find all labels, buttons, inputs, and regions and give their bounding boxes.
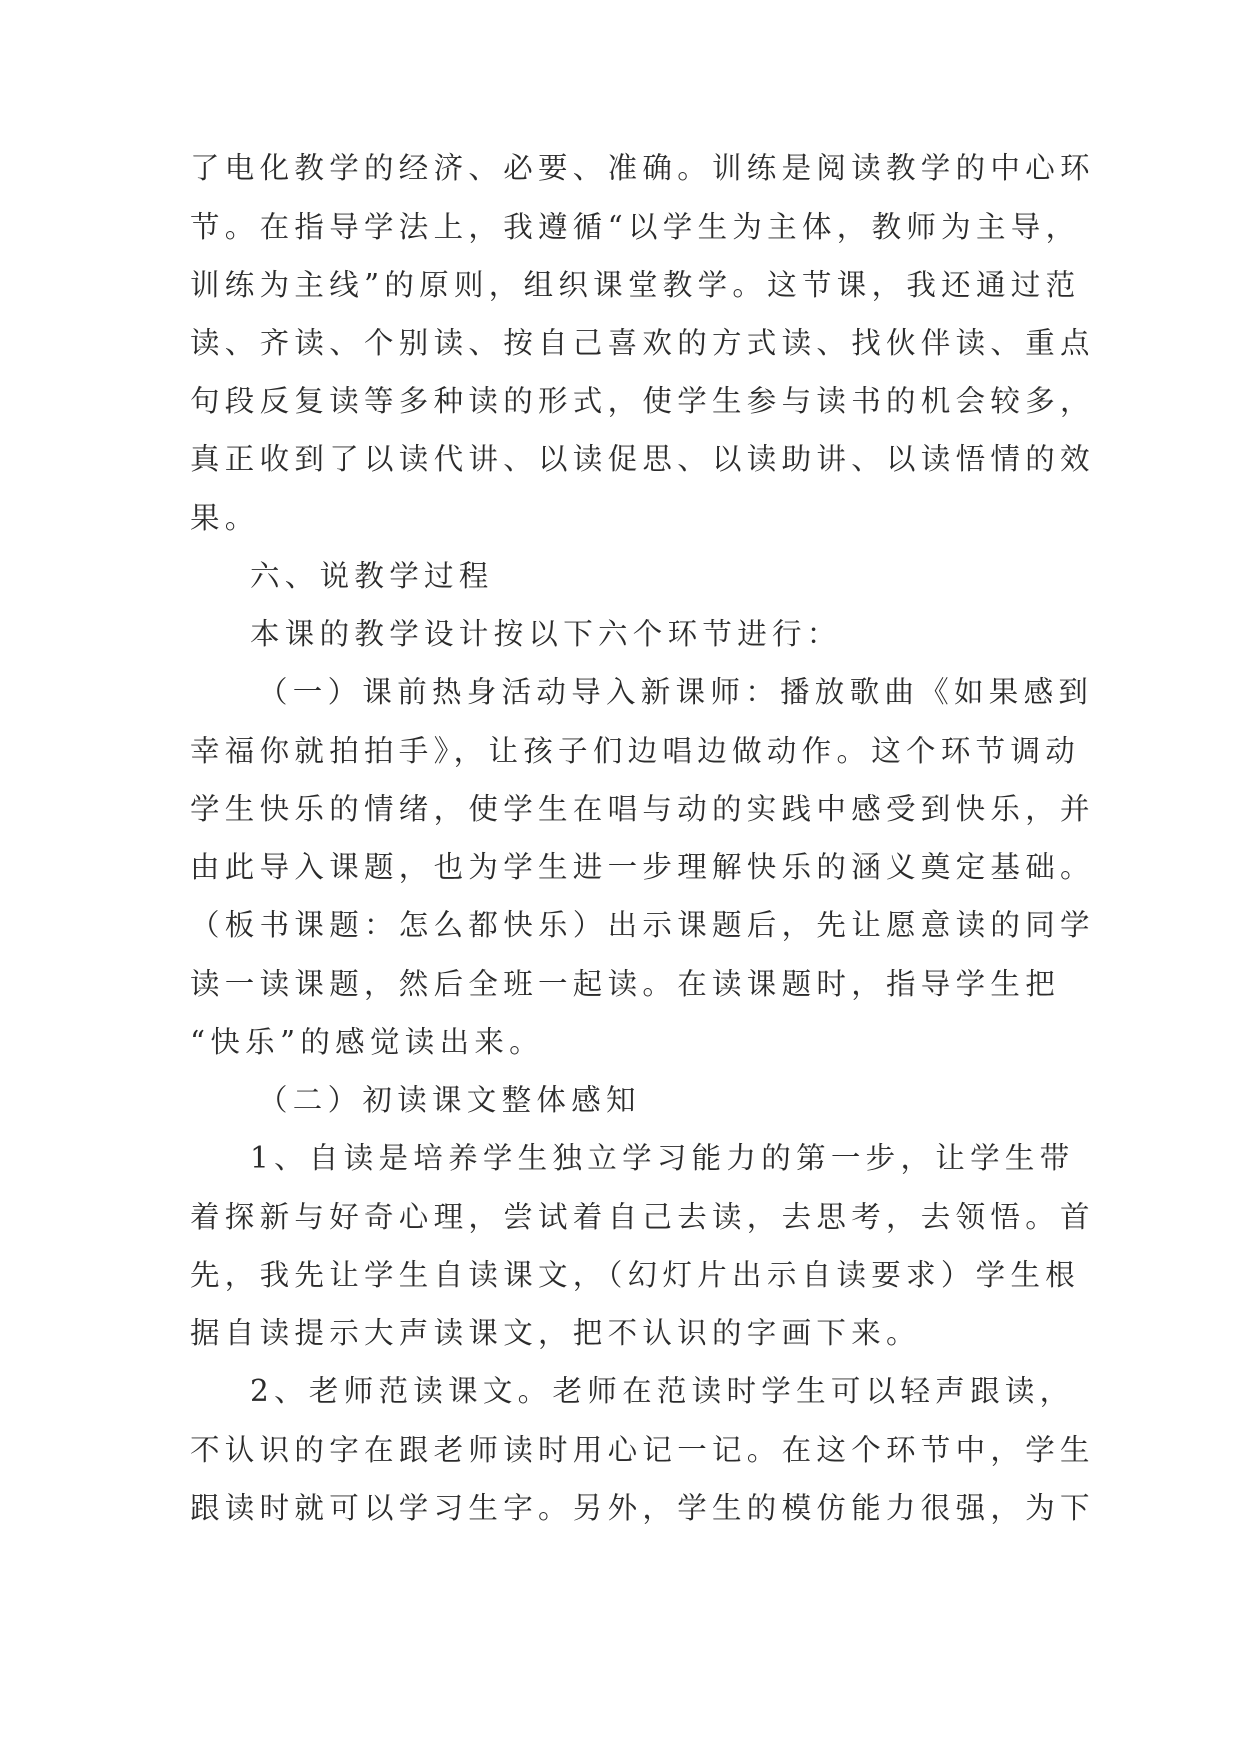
text-line: 2、老师范读课文。老师在范读时学生可以轻声跟读， — [250, 1374, 1075, 1408]
section-heading: 六、说教学过程 — [250, 559, 494, 593]
text-line: 了电化教学的经济、必要、准确。训练是阅读教学的中心环 — [190, 151, 1095, 185]
text-line: 由此导入课题，也为学生进一步理解快乐的涵义奠定基础。 — [190, 850, 1095, 884]
text-line: 训练为主线”的原则，组织课堂教学。这节课，我还通过范 — [190, 268, 1081, 302]
text-line: 着探新与好奇心理，尝试着自己去读，去思考，去领悟。首 — [190, 1200, 1095, 1234]
text-line: 节。在指导学法上，我遵循“以学生为主体，教师为主导， — [190, 210, 1081, 244]
text-line: 1、自读是培养学生独立学习能力的第一步，让学生带 — [250, 1141, 1075, 1175]
subsection-heading: （二）初读课文整体感知 — [258, 1083, 641, 1117]
text-line: 本课的教学设计按以下六个环节进行： — [250, 617, 842, 651]
text-line: 幸福你就拍拍手》，让孩子们边唱边做动作。这个环节调动 — [190, 734, 1081, 768]
text-line: 读、齐读、个别读、按自己喜欢的方式读、找伙伴读、重点 — [190, 326, 1095, 360]
text-line: 先，我先让学生自读课文，（幻灯片出示自读要求）学生根 — [190, 1258, 1081, 1292]
text-line: 读一读课题，然后全班一起读。在读课题时，指导学生把 — [190, 967, 1061, 1001]
text-line: 真正收到了以读代讲、以读促思、以读助讲、以读悟情的效 — [190, 442, 1095, 476]
text-line: 学生快乐的情绪，使学生在唱与动的实践中感受到快乐，并 — [190, 792, 1095, 826]
text-line: 果。 — [190, 501, 260, 535]
text-line: 句段反复读等多种读的形式，使学生参与读书的机会较多， — [190, 384, 1095, 418]
text-line: 据自读提示大声读课文，把不认识的字画下来。 — [190, 1316, 921, 1350]
subsection-heading: （一）课前热身活动导入新课师：播放歌曲《如果感到 — [258, 675, 1094, 709]
text-line: 不认识的字在跟老师读时用心记一记。在这个环节中，学生 — [190, 1433, 1095, 1467]
text-line: 跟读时就可以学习生字。另外，学生的模仿能力很强，为下 — [190, 1491, 1095, 1525]
text-line: “快乐”的感觉读出来。 — [190, 1025, 544, 1059]
text-line: （板书课题：怎么都快乐）出示课题后，先让愿意读的同学 — [190, 908, 1095, 942]
